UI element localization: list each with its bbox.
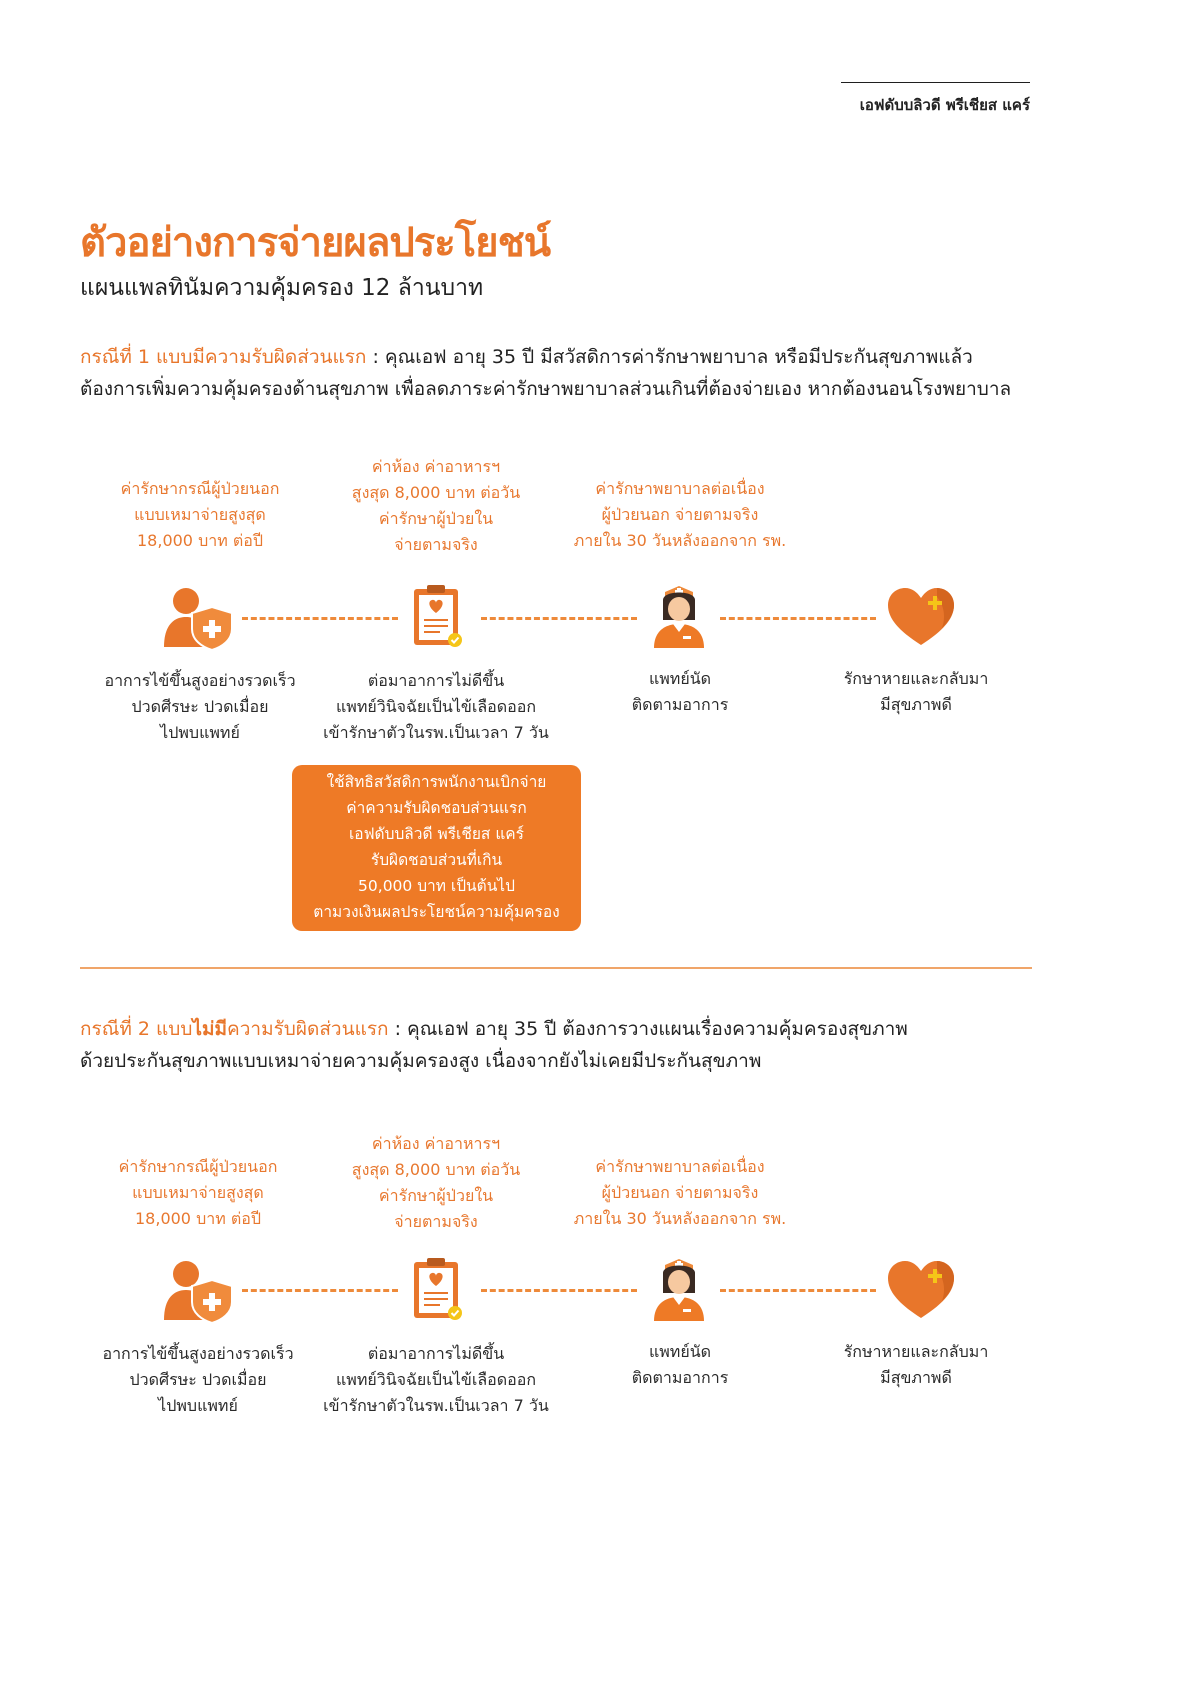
- label-line: มีสุขภาพดี: [880, 695, 952, 714]
- case2-bottom-label-appointment: [600, 1339, 760, 1391]
- page-title: ตัวอย่างการจ่ายผลประโยชน์: [80, 220, 551, 266]
- case2-bottom-label-symptoms: [88, 1341, 308, 1419]
- case1-bottom-label-recovered: [826, 666, 1006, 718]
- label-line: ค่าห้อง ค่าอาหารฯ: [371, 1134, 501, 1153]
- label-line: ค่ารักษาผู้ป่วยใน: [378, 1186, 494, 1205]
- heart-plus-icon: [886, 587, 956, 647]
- label-line: 18,000 บาท ต่อปี: [135, 1209, 261, 1228]
- case1-top-label-opd: [100, 476, 300, 554]
- patient-shield-icon: [164, 1258, 236, 1324]
- timeline-connector: [720, 617, 876, 620]
- label-line: สูงสุด 8,000 บาท ต่อวัน: [351, 483, 521, 502]
- callout-line: ตามวงเงินผลประโยชน์ความคุ้มครอง: [313, 903, 560, 921]
- label-line: แพทย์วินิจฉัยเป็นไข้เลือดออก: [335, 1370, 537, 1389]
- case1-description-line1: : คุณเอฟ อายุ 35 ปี มีสวัสดิการค่ารักษาพยาบาล หรือมีประกันสุขภาพแล้ว: [366, 346, 973, 368]
- case2-description-line1: : คุณเอฟ อายุ 35 ปี ต้องการวางแผนเรื่องความคุ้มครองสุขภาพ: [388, 1018, 908, 1040]
- label-line: ต่อมาอาการไม่ดีขึ้น: [367, 1344, 505, 1363]
- case1-top-label-followup: [560, 476, 800, 554]
- label-line: ติดตามอาการ: [631, 1368, 729, 1387]
- callout-line: ค่าความรับผิดชอบส่วนแรก: [346, 799, 527, 817]
- case1-deductible-callout: [292, 765, 581, 931]
- case1-top-label-ipd: [326, 454, 546, 558]
- label-line: ค่ารักษากรณีผู้ป่วยนอก: [120, 479, 280, 498]
- case1-description-line2: ต้องการเพิ่มความคุ้มครองด้านสุขภาพ เพื่อลดภาระค่ารักษาพยาบาลส่วนเกินที่ต้องจ่ายเอง หากต้องนอนโรงพยาบาล: [80, 378, 1012, 400]
- label-line: แพทย์วินิจฉัยเป็นไข้เลือดออก: [335, 697, 537, 716]
- nurse-icon: [652, 1251, 706, 1321]
- timeline-connector: [481, 1289, 637, 1292]
- label-line: มีสุขภาพดี: [880, 1368, 952, 1387]
- label-line: ค่าห้อง ค่าอาหารฯ: [371, 457, 501, 476]
- label-line: จ่ายตามจริง: [394, 535, 478, 554]
- label-line: ค่ารักษากรณีผู้ป่วยนอก: [118, 1157, 278, 1176]
- label-line: แพทย์นัด: [648, 1342, 712, 1361]
- heart-plus-icon: [886, 1260, 956, 1320]
- label-line: ค่ารักษาผู้ป่วยใน: [378, 509, 494, 528]
- timeline-connector: [242, 1289, 398, 1292]
- nurse-icon: [652, 578, 706, 648]
- medical-clipboard-icon: [412, 583, 464, 649]
- case2-top-label-opd: [98, 1154, 298, 1232]
- timeline-connector: [720, 1289, 876, 1292]
- timeline-connector: [481, 617, 637, 620]
- case2-title-part1: กรณีที่ 2 แบบ: [80, 1018, 193, 1040]
- case2-bottom-label-admission: [316, 1341, 556, 1419]
- case1-bottom-label-symptoms: [90, 668, 310, 746]
- case2-top-label-followup: [560, 1154, 800, 1232]
- case2-description: [80, 1013, 1040, 1077]
- label-line: ค่ารักษาพยาบาลต่อเนื่อง: [595, 479, 765, 498]
- label-line: เข้ารักษาตัวในรพ.เป็นเวลา 7 วัน: [323, 723, 549, 742]
- label-line: ภายใน 30 วันหลังออกจาก รพ.: [573, 1209, 787, 1228]
- label-line: ติดตามอาการ: [631, 695, 729, 714]
- page-subtitle: แผนแพลทินัมความคุ้มครอง 12 ล้านบาท: [80, 275, 484, 301]
- label-line: 18,000 บาท ต่อปี: [137, 531, 263, 550]
- timeline-connector: [242, 617, 398, 620]
- header-brand: เอฟดับบลิวดี พรีเชียส แคร์: [859, 96, 1030, 114]
- case1-description: [80, 341, 1040, 405]
- label-line: รักษาหายและกลับมา: [843, 669, 989, 688]
- label-line: จ่ายตามจริง: [394, 1212, 478, 1231]
- label-line: ผู้ป่วยนอก จ่ายตามจริง: [601, 1183, 759, 1202]
- label-line: ปวดศีรษะ ปวดเมื่อย: [131, 697, 269, 716]
- case2-title-bold: ไม่มี: [192, 1018, 228, 1040]
- patient-shield-icon: [164, 585, 236, 651]
- callout-line: เอฟดับบลิวดี พรีเชียส แคร์: [348, 825, 525, 843]
- header-rule: [841, 82, 1030, 83]
- label-line: ค่ารักษาพยาบาลต่อเนื่อง: [595, 1157, 765, 1176]
- callout-line: ใช้สิทธิสวัสดิการพนักงานเบิกจ่าย: [326, 773, 547, 791]
- medical-clipboard-icon: [412, 1256, 464, 1322]
- case2-top-label-ipd: [326, 1131, 546, 1235]
- case2-title-part2: ความรับผิดส่วนแรก: [227, 1018, 389, 1040]
- label-line: อาการไข้ขึ้นสูงอย่างรวดเร็ว: [104, 671, 296, 690]
- case2-bottom-label-recovered: [826, 1339, 1006, 1391]
- label-line: ผู้ป่วยนอก จ่ายตามจริง: [601, 505, 759, 524]
- case1-title: กรณีที่ 1 แบบมีความรับผิดส่วนแรก: [80, 346, 367, 368]
- label-line: รักษาหายและกลับมา: [843, 1342, 989, 1361]
- label-line: ภายใน 30 วันหลังออกจาก รพ.: [573, 531, 787, 550]
- label-line: สูงสุด 8,000 บาท ต่อวัน: [351, 1160, 521, 1179]
- label-line: ต่อมาอาการไม่ดีขึ้น: [367, 671, 505, 690]
- label-line: แบบเหมาจ่ายสูงสุด: [134, 505, 266, 524]
- case1-bottom-label-admission: [316, 668, 556, 746]
- label-line: แพทย์นัด: [648, 669, 712, 688]
- label-line: ไปพบแพทย์: [160, 723, 240, 742]
- label-line: ไปพบแพทย์: [158, 1396, 238, 1415]
- label-line: เข้ารักษาตัวในรพ.เป็นเวลา 7 วัน: [323, 1396, 549, 1415]
- case2-title: [80, 1018, 389, 1040]
- case1-bottom-label-appointment: [600, 666, 760, 718]
- callout-line: รับผิดชอบส่วนที่เกิน: [370, 851, 503, 869]
- label-line: แบบเหมาจ่ายสูงสุด: [132, 1183, 264, 1202]
- callout-line: 50,000 บาท เป็นต้นไป: [358, 877, 515, 895]
- section-divider: [80, 967, 1032, 969]
- label-line: อาการไข้ขึ้นสูงอย่างรวดเร็ว: [102, 1344, 294, 1363]
- case2-description-line2: ด้วยประกันสุขภาพแบบเหมาจ่ายความคุ้มครองสูง เนื่องจากยังไม่เคยมีประกันสุขภาพ: [80, 1050, 762, 1072]
- label-line: ปวดศีรษะ ปวดเมื่อย: [129, 1370, 267, 1389]
